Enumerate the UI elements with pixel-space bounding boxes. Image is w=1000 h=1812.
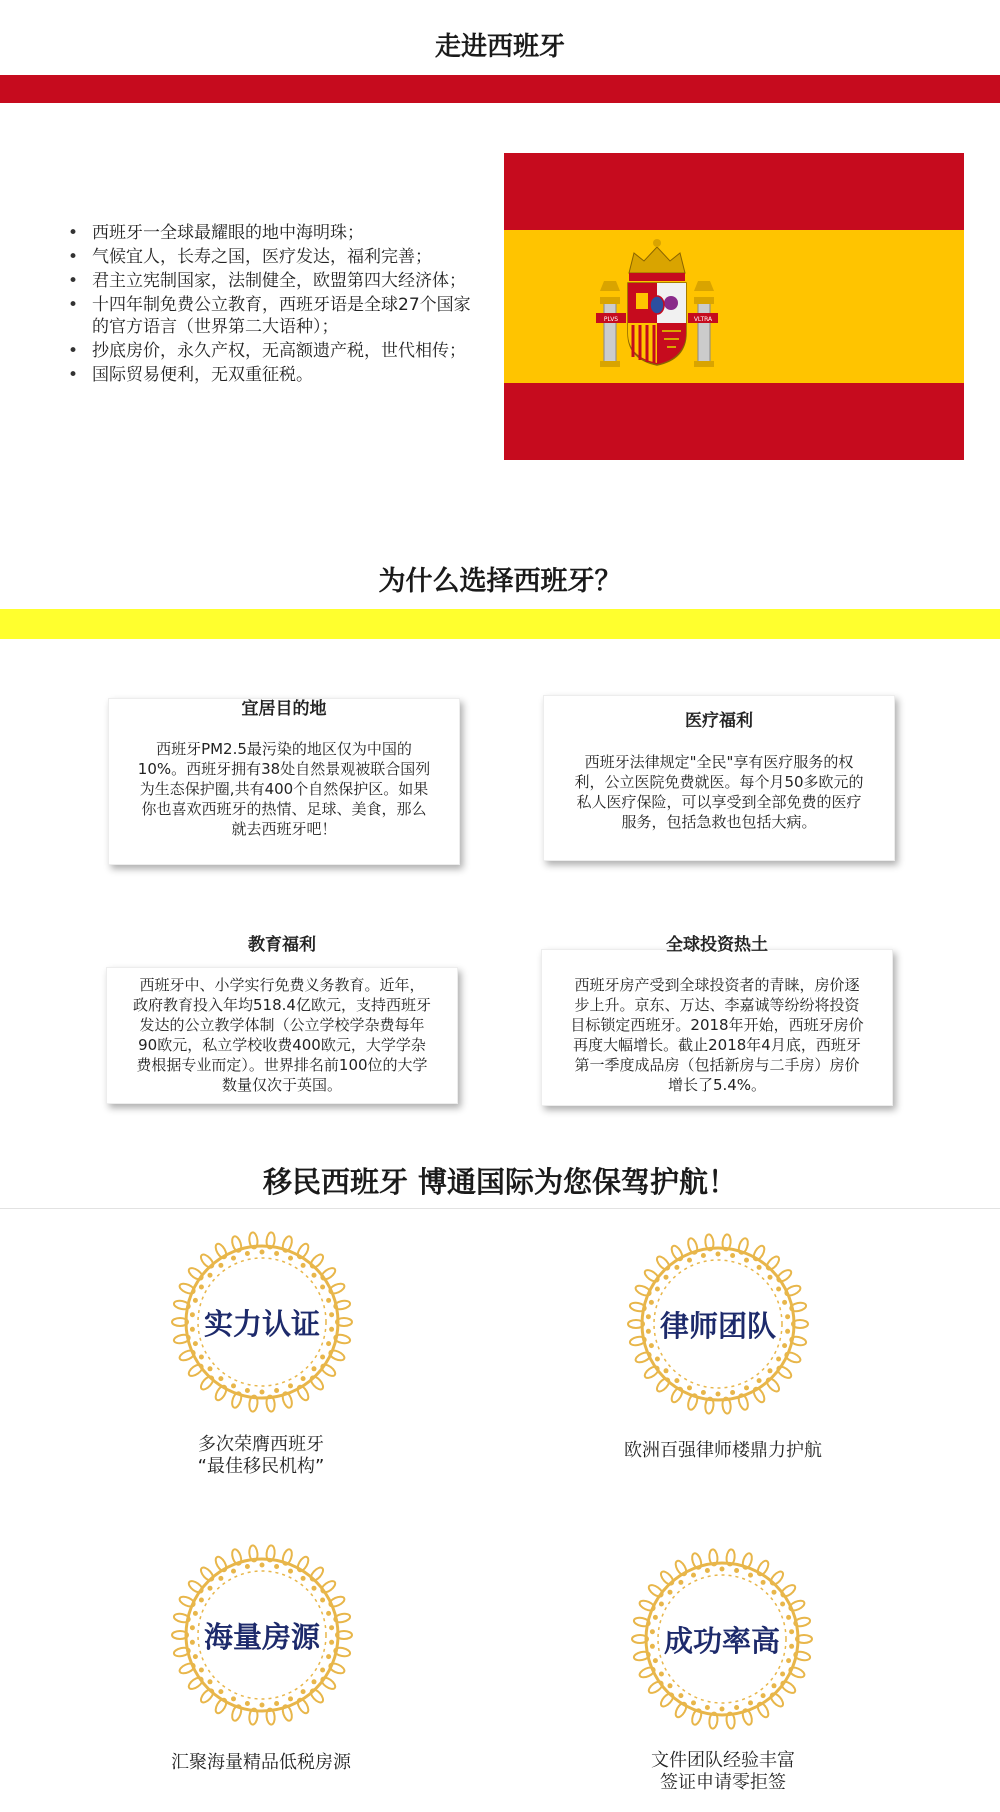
badge-listings [167, 1540, 357, 1730]
badge-label: 海量房源 [203, 1619, 320, 1654]
badge-strength [167, 1227, 357, 1417]
badge-label: 实力认证 [203, 1306, 320, 1341]
caption-line: 多次荣膺西班牙 [198, 1434, 324, 1455]
intro-bullet: • 西班牙一全球最耀眼的地中海明珠； [68, 222, 478, 244]
badge-caption [563, 1750, 883, 1794]
badge-label: 律师团队 [659, 1308, 776, 1343]
card-title: 教育福利 [248, 935, 316, 955]
caption-line: 欧洲百强律师楼鼎力护航 [624, 1440, 822, 1461]
badge-success-rate [627, 1544, 817, 1734]
svg-text:VLTRA: VLTRA [693, 316, 713, 323]
info-card-education [106, 967, 458, 1104]
card-title: 医疗福利 [685, 711, 753, 731]
intro-bullet: • 抄底房价，永久产权，无高额遗产税，世代相传； [68, 340, 478, 362]
card-body: 西班牙房产受到全球投资者的青睐，房价逐步上升。京东、万达、李嘉诚等纷纷将投资目标锁定西班牙。2018年开始，西班牙房价再度大幅增长。截止2018年4月底，西班牙第一季度成品房（包括新房与二手房）房价增长了5.4%。 [570, 976, 864, 1094]
card-body: 西班牙法律规定"全民"享有医疗服务的权利，公立医院免费就医。每个月50多欧元的私人医疗保险，可以享受到全部免费的医疗服务，包括急救也包括大病。 [574, 753, 864, 831]
caption-line: 文件团队经验丰富 [651, 1750, 795, 1771]
intro-bullet: • 十四年制免费公立教育，西班牙语是全球27个国家的官方语言（世界第二大语种）； [68, 294, 478, 338]
red-banner [0, 75, 1000, 103]
card-title: 宜居目的地 [241, 699, 327, 719]
caption-line: 签证申请零拒签 [660, 1772, 786, 1793]
intro-bullet: • 气候宜人，长寿之国，医疗发达，福利完善； [68, 246, 478, 268]
badge-lawyers [623, 1229, 813, 1419]
section-title-service: 移民西班牙 博通国际为您保驾护航！ [262, 1165, 738, 1199]
badge-caption [563, 1440, 883, 1462]
caption-line: 汇聚海量精品低税房源 [171, 1752, 351, 1773]
card-body: 西班牙PM2.5最污染的地区仅为中国的10%。西班牙拥有38处自然景观被联合国列为生态保护圈,共有400个自然保护区。如果你也喜欢西班牙的热情、足球、美食，那么就去西班牙吧！ [137, 740, 431, 838]
svg-text:PLVS: PLVS [603, 316, 619, 323]
card-title: 全球投资热土 [666, 935, 768, 955]
intro-bullet: • 国际贸易便利，无双重征税。 [68, 364, 478, 386]
info-card-investment [541, 949, 893, 1106]
section-divider [0, 1208, 1000, 1209]
intro-bullet-list [68, 222, 478, 388]
spain-flag-image [504, 153, 964, 460]
badge-caption [101, 1752, 421, 1774]
card-body: 西班牙中、小学实行免费义务教育。近年，政府教育投入年均518.4亿欧元，支持西班牙发达的公立教学体制（公立学校学杂费每年90欧元，私立学校收费400欧元，大学学杂费根据专业而定）。世界排名前100位的大学数量仅次于英国。 [133, 976, 431, 1094]
intro-bullet: • 君主立宪制国家，法制健全，欧盟第四大经济体； [68, 270, 478, 292]
yellow-banner [0, 609, 1000, 639]
info-card-livable [108, 698, 460, 865]
section-title-intro: 走进西班牙 [434, 32, 565, 62]
section-title-why: 为什么选择西班牙？ [378, 566, 622, 597]
badge-caption [101, 1434, 421, 1478]
badge-label: 成功率高 [663, 1623, 780, 1658]
caption-line: “最佳移民机构” [197, 1456, 325, 1477]
